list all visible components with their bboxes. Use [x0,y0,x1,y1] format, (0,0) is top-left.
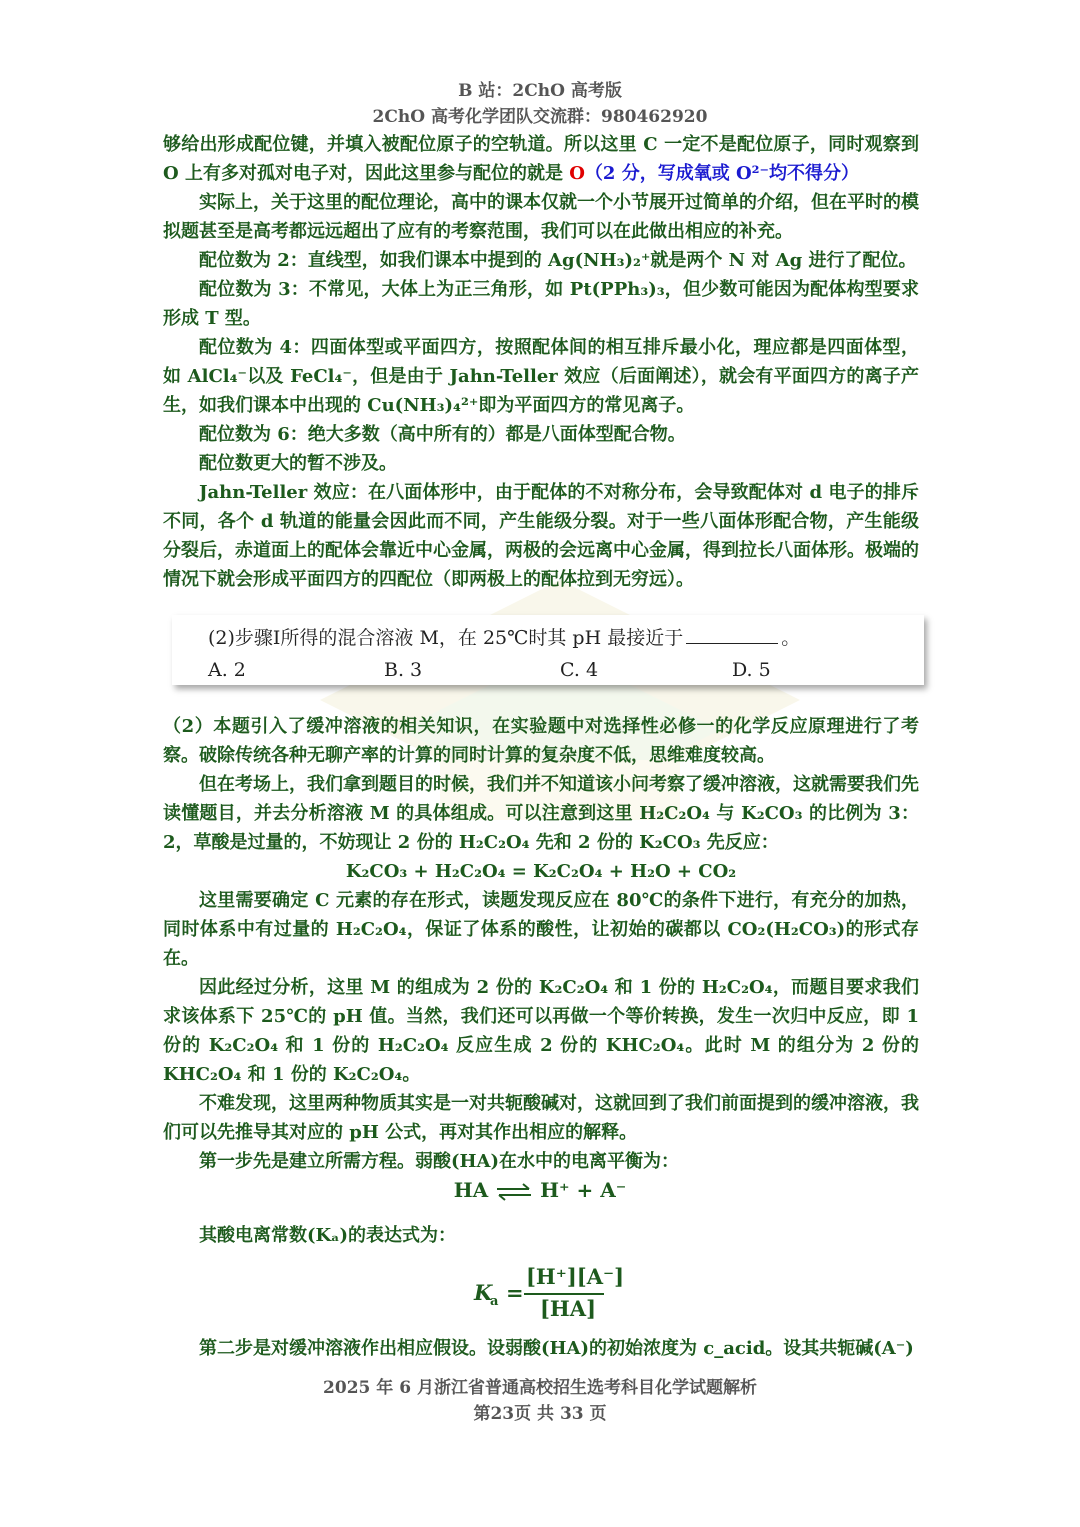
page-footer [0,1375,1080,1427]
paragraph: Jahn-Teller 效应：在八面体形中，由于配体的不对称分布，会导致配体对 d 电子的排斥不同，各个 d 轨道的能量会因此而不同，产生能级分裂。对于一些八面体形配合物，产生能级分裂后，赤道面上的配体会靠近中心金属，两极的会远离中心金属，得到拉长八面体形。极端的情况下就会形成平面四方的四配位（即两极上的配体拉到无穷远）。 [163,482,919,590]
paragraph: 其酸电离常数(Kₐ)的表达式为： [199,1225,457,1246]
paragraph: 因此经过分析，这里 M 的组成为 2 份的 K₂C₂O₄ 和 1 份的 H₂C₂O₄，而题目要求我们求该体系下 25℃的 pH 值。当然，我们还可以再做一个等价转换，发生一次归中反应，即 1 份的 K₂C₂O₄ 和 1 份的 H₂C₂O₄ 反应生成 2 份的 KHC₂O₄。此时 M 的组分为 2 份的 KHC₂O₄ 和 1 份的 K₂C₂O₄。 [163,977,919,1085]
question-image [172,615,924,685]
paragraph: 这里需要确定 C 元素的存在形式，读题发现反应在 80℃的条件下进行，有充分的加热，同时体系中有过量的 H₂C₂O₄，保证了体系的酸性，让初始的碳都以 CO₂(H₂CO₃)的形式存在。 [163,890,919,969]
question-end: 。 [781,627,801,649]
ka-symbol: K [474,1280,493,1305]
paragraph: 配位数更大的暂不涉及。 [199,453,397,474]
question-stem: (2)步骤Ⅰ所得的混合溶液 M，在 25℃时其 pH 最接近于 [208,627,684,649]
paragraph: 第二步是对缓冲溶液作出相应假设。设弱酸(HA)的初始浓度为 c_acid。设其共轭碱(A⁻) [199,1338,914,1359]
ka-subscript: a [490,1294,499,1309]
equilibrium-arrow-icon [495,1183,533,1201]
paragraph: 不难发现，这里两种物质其实是一对共轭酸碱对，这就回到了我们前面提到的缓冲溶液，我们可以先推导其对应的 pH 公式，再对其作出相应的解释。 [163,1093,919,1143]
answer-blank [686,625,778,644]
paragraph: 第一步先是建立所需方程。弱酸(HA)在水中的电离平衡为： [199,1151,680,1172]
section-1 [163,130,919,594]
header-line-1: B 站：2ChO 高考版 [458,81,622,101]
paragraph: 配位数为 4：四面体型或平面四方，按照配体间的相互排斥最小化，理应都是四面体型，如 AlCl₄⁻以及 FeCl₄⁻，但是由于 Jahn-Teller 效应（后面阐述），就会有平面四方的离子产生，如我们课本中出现的 Cu(NH₃)₄²⁺即为平面四方的常见离子。 [163,337,919,416]
option-b: B. 3 [384,659,423,681]
eq-right: H⁺ + A⁻ [540,1178,627,1202]
option-a: A. 2 [208,659,246,681]
paragraph: （2）本题引入了缓冲溶液的相关知识，在实验题中对选择性必修一的化学反应原理进行了考察。破除传统各种无聊产率的计算的同时计算的复杂度不低，思维难度较高。 [163,716,919,766]
answer-highlight: O [569,163,585,184]
eq-left: HA [453,1178,489,1202]
paragraph: 配位数为 2：直线型，如我们课本中提到的 Ag(NH₃)₂⁺就是两个 N 对 Ag 进行了配位。 [199,250,917,271]
paragraph [163,130,919,188]
page-header [0,78,1080,130]
section-2b [163,1221,919,1250]
ka-denominator: [HA] [540,1296,597,1321]
section-2 [163,712,919,1176]
question-text [208,623,800,650]
section-2c [163,1334,919,1363]
option-c: C. 4 [560,659,599,681]
header-line-2: 2ChO 高考化学团队交流群：980462920 [372,107,708,127]
ka-numerator: [H⁺][A⁻] [526,1264,625,1289]
equilibrium-equation [0,1178,1080,1202]
paragraph: 配位数为 6：绝大多数（高中所有的）都是八面体型配合物。 [199,424,686,445]
paragraph: 配位数为 3：不常见，大体上为正三角形，如 Pt(PPh₃)₃，但少数可能因为配体构型要求形成 T 型。 [163,279,919,329]
paragraph: 实际上，关于这里的配位理论，高中的课本仅就一个小节展开过简单的介绍，但在平时的模拟题甚至是高考都远远超出了应有的考察范围，我们可以在此做出相应的补充。 [163,192,919,242]
equation-reaction: K₂CO₃ + H₂C₂O₄ = K₂C₂O₄ + H₂O + CO₂ [345,861,737,882]
fraction-bar [524,1293,604,1295]
footer-title: 2025 年 6 月浙江省普通高校招生选考科目化学试题解析 [323,1378,757,1398]
score-note: （2 分，写成氧或 O²⁻均不得分） [584,163,860,184]
paragraph-text: 够给出形成配位键，并填入被配位原子的空轨道。所以这里 C 一定不是配位原子，同时观察到 O 上有多对孤对电子对，因此这里参与配位的就是 [163,134,919,184]
paragraph: 但在考场上，我们拿到题目的时候，我们并不知道该小问考察了缓冲溶液，这就需要我们先读懂题目，并去分析溶液 M 的具体组成。可以注意到这里 H₂C₂O₄ 与 K₂CO₃ 的比例为 3：2，草酸是过量的，不妨现让 2 份的 H₂C₂O₄ 先和 2 份的 K₂CO₃ 先反应： [163,774,919,853]
option-d: D. 5 [732,659,771,681]
page-number: 第23页 共 33 页 [473,1404,607,1424]
